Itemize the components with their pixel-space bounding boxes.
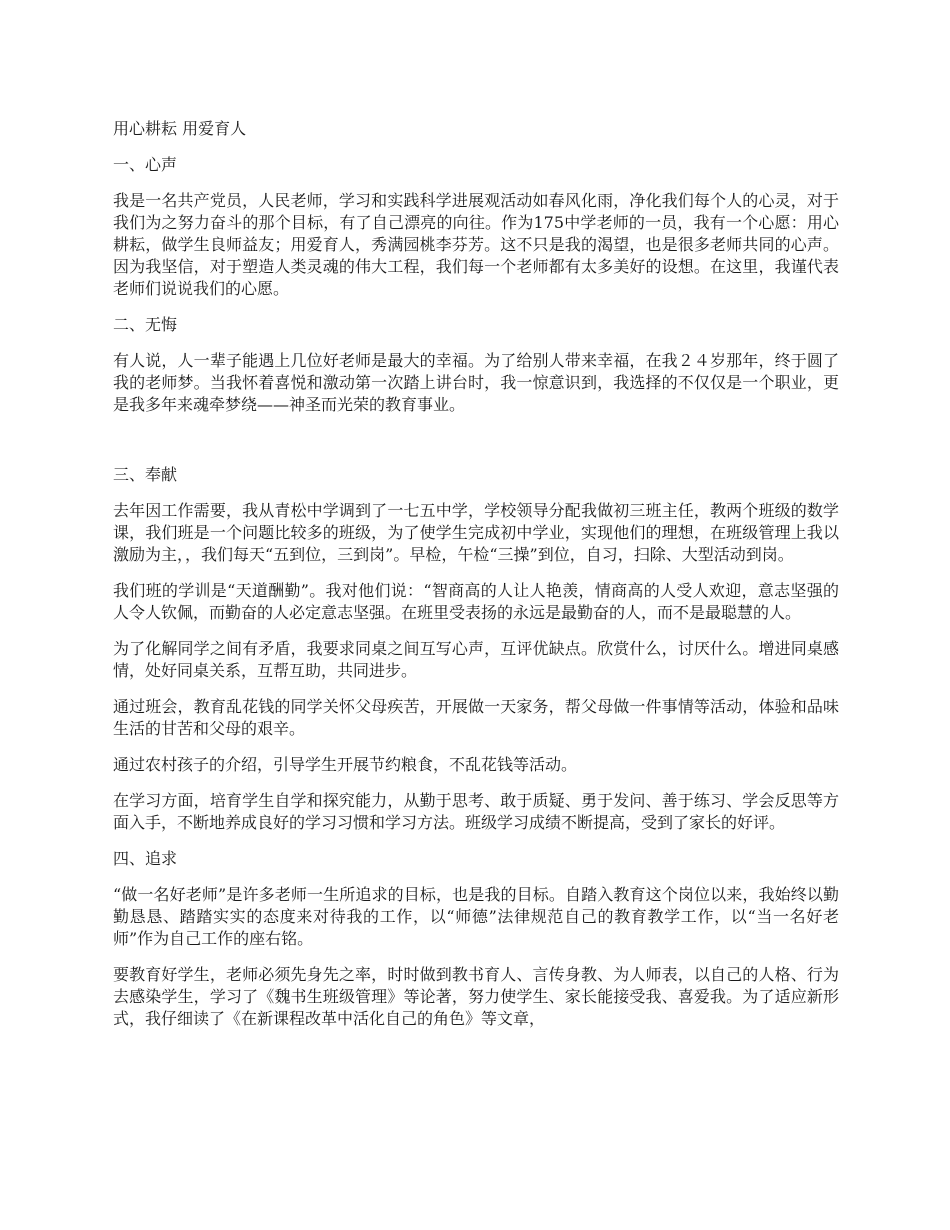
paragraph: 我们班的学训是“天道酬勤”。我对他们说：“智商高的人让人艳羡，情商高的人受人欢迎，意志坚强的人令人钦佩，而勤奋的人必定意志坚强。在班里受表扬的永远是最勤奋的人，而不是最聪慧的人。 bbox=[113, 581, 839, 622]
paragraph: 要教育好学生，老师必须先身先之率，时时做到教书育人、言传身教、为人师表，以自己的人格、行为去感染学生，学习了《魏书生班级管理》等论著，努力使学生、家长能接受我、喜爱我。为了适应新形式，我仔细读了《在新课程改革中活化自己的角色》等文章， bbox=[113, 965, 839, 1028]
document-page bbox=[113, 118, 839, 1044]
document-title: 用心耕耘 用爱育人 bbox=[113, 119, 247, 138]
section-heading-fengxian: 三、奉献 bbox=[113, 465, 178, 484]
paragraph: 我是一名共产党员，人民老师，学习和实践科学进展观活动如春风化雨，净化我们每个人的心灵，对于我们为之努力奋斗的那个目标，有了自己漂亮的向往。作为175中学老师的一员，我有一个心愿：用心耕耘，做学生良师益友；用爱育人，秀满园桃李芬芳。这不只是我的渴望，也是很多老师共同的心声。因为我坚信，对于塑造人类灵魂的伟大工程，我们每一个老师都有太多美好的设想。在这里，我谨代表老师们说说我们的心愿。 bbox=[113, 191, 839, 298]
paragraph: 通过农村孩子的介绍，引导学生开展节约粮食，不乱花钱等活动。 bbox=[113, 755, 578, 774]
paragraph: 为了化解同学之间有矛盾，我要求同桌之间互写心声，互评优缺点。欣赏什么，讨厌什么。增进同桌感情，处好同桌关系，互帮互助，共同进步。 bbox=[113, 639, 839, 680]
paragraph: 通过班会，教育乱花钱的同学关怀父母疾苦，开展做一天家务，帮父母做一件事情等活动，体验和品味生活的甘苦和父母的艰辛。 bbox=[113, 697, 839, 738]
blank-line bbox=[113, 430, 839, 464]
paragraph: 有人说，人一辈子能遇上几位好老师是最大的幸福。为了给别人带来幸福，在我２４岁那年，终于圆了我的老师梦。当我怀着喜悦和激动第一次踏上讲台时，我一惊意识到，我选择的不仅仅是一个职业，更是我多年来魂牵梦绕——神圣而光荣的教育事业。 bbox=[113, 351, 839, 414]
section-heading-wuhui: 二、无悔 bbox=[113, 315, 178, 334]
paragraph: “做一名好老师”是许多老师一生所追求的目标，也是我的目标。自踏入教育这个岗位以来，我始终以勤勤恳恳、踏踏实实的态度来对待我的工作，以“师德”法律规范自己的教育教学工作，以“当一名好老师”作为自己工作的座右铭。 bbox=[113, 885, 839, 948]
section-heading-zhuiqiu: 四、追求 bbox=[113, 849, 178, 868]
paragraph: 在学习方面，培育学生自学和探究能力，从勤于思考、敢于质疑、勇于发问、善于练习、学会反思等方面入手，不断地养成良好的学习习惯和学习方法。班级学习成绩不断提高，受到了家长的好评。 bbox=[113, 791, 839, 832]
section-heading-xinsheng: 一、心声 bbox=[113, 155, 178, 174]
paragraph: 去年因工作需要，我从青松中学调到了一七五中学，学校领导分配我做初三班主任，教两个班级的数学课，我们班是一个问题比较多的班级，为了使学生完成初中学业，实现他们的理想，在班级管理上我以激励为主，，我们每天“五到位，三到岗”。早检，午检“三操”到位，自习，扫除、大型活动到岗。 bbox=[113, 501, 839, 564]
